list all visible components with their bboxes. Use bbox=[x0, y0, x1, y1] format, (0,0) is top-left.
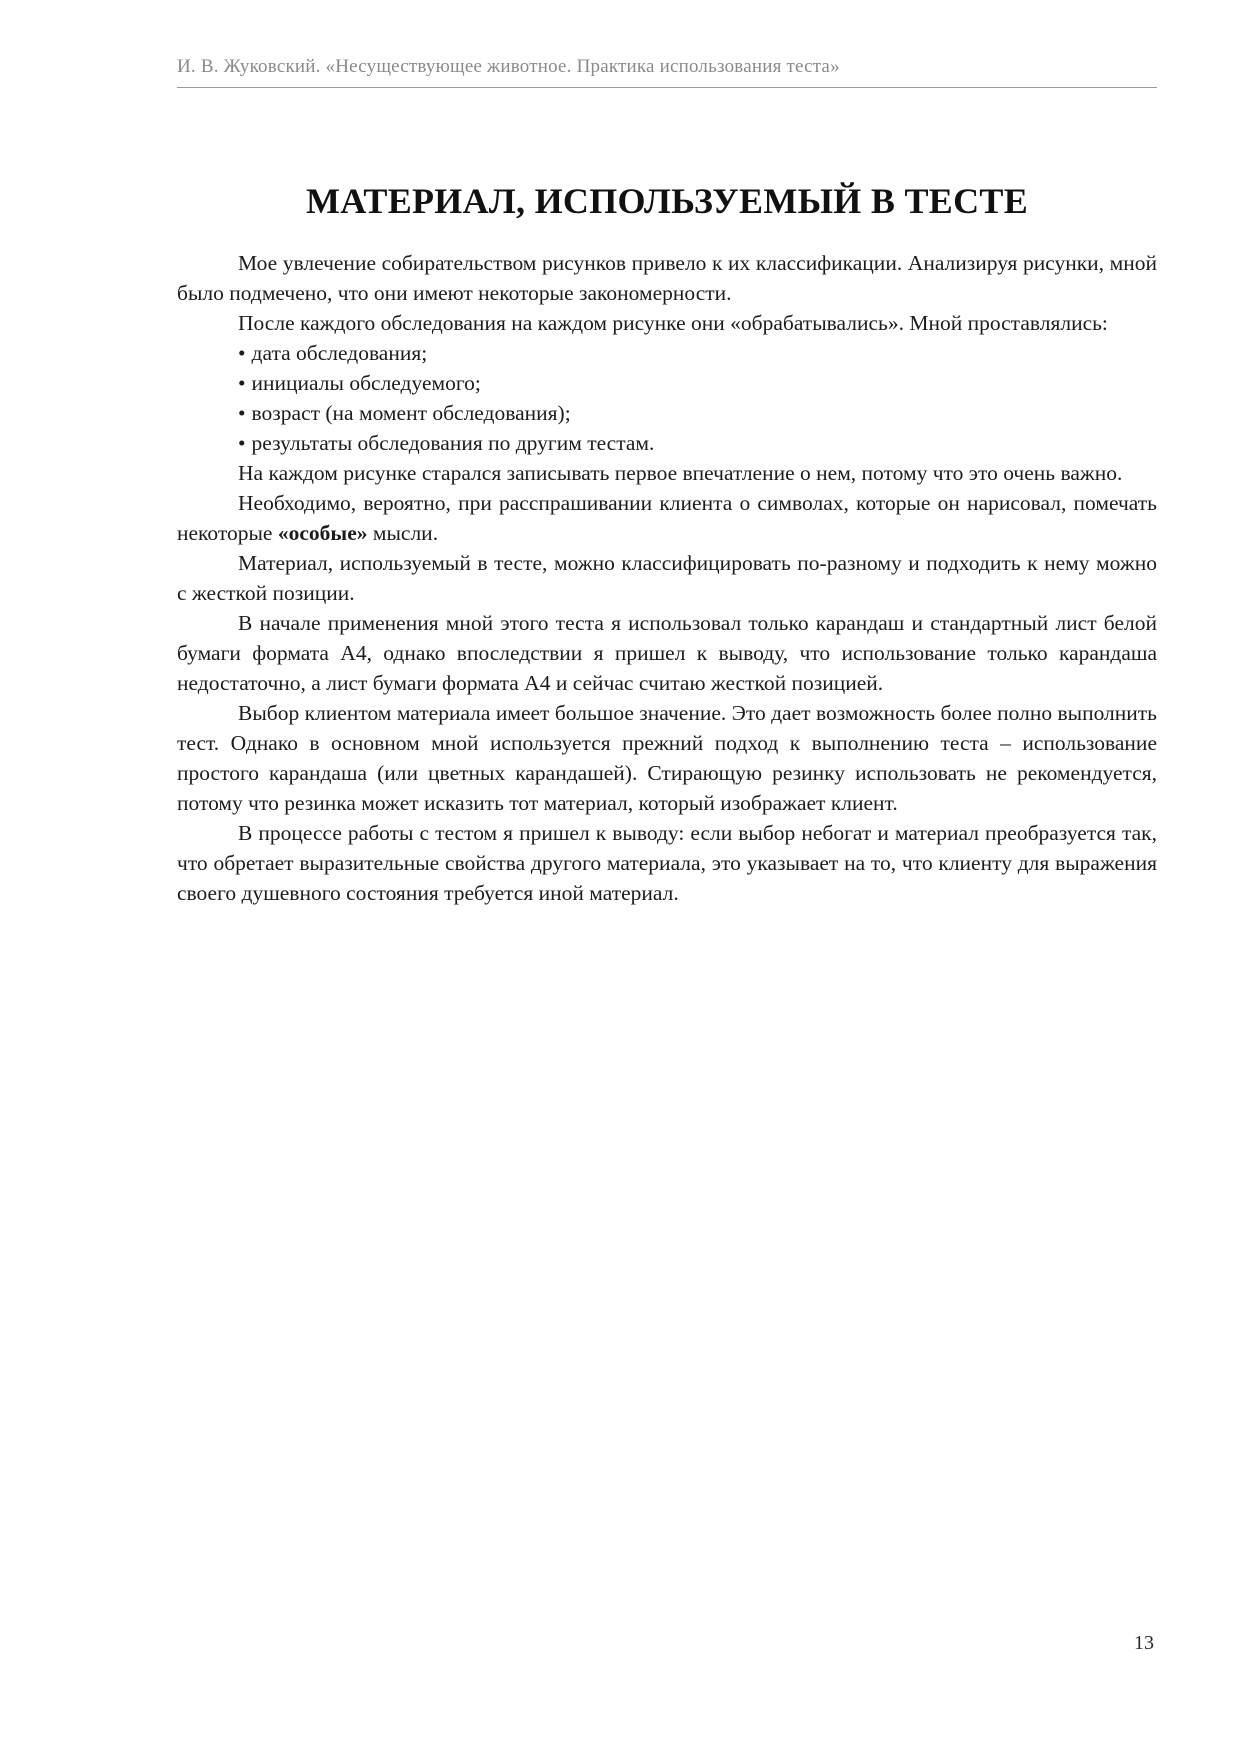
paragraph-4-text-end: мысли. bbox=[367, 521, 439, 545]
list-item-text: результаты обследования по другим тестам. bbox=[251, 431, 655, 455]
bullet-icon: • bbox=[238, 431, 246, 455]
bullet-list bbox=[177, 338, 1157, 458]
paragraph-8: В процессе работы с тестом я пришел к выводу: если выбор небогат и материал преобразуется так, что обретает выразительные свойства другого материала, это указывает на то, что клиенту для выражения своего душевного состояния требуется иной материал. bbox=[177, 821, 1157, 905]
list-item-text: возраст (на момент обследования); bbox=[251, 401, 571, 425]
list-item bbox=[238, 398, 1157, 428]
paragraph-2: После каждого обследования на каждом рисунке они «обрабатывались». Мной проставлялись: bbox=[238, 311, 1108, 335]
paragraph-4-text-start: Необходимо, вероятно, при расспрашивании клиента о символах, которые он нарисовал, помечать некоторые bbox=[177, 491, 1157, 545]
paragraph-4 bbox=[177, 488, 1157, 548]
page-title: МАТЕРИАЛ, ИСПОЛЬЗУЕМЫЙ В ТЕСТЕ bbox=[305, 181, 1029, 221]
emphasized-term: «особые» bbox=[277, 521, 368, 545]
body-text bbox=[177, 248, 1157, 908]
running-header: И. В. Жуковский. «Несуществующее животное. Практика использования теста» bbox=[177, 56, 840, 77]
bullet-icon: • bbox=[238, 371, 246, 395]
bullet-icon: • bbox=[238, 401, 246, 425]
paragraph-7: Выбор клиентом материала имеет большое значение. Это дает возможность более полно выполнить тест. Однако в основном мной используется прежний подход к выполнению теста – использование простого карандаша (или цветных карандашей). Стирающую резинку использовать не рекомендуется, потому что резинка может исказить тот материал, который изображает клиент. bbox=[177, 701, 1157, 815]
header-divider bbox=[177, 87, 1157, 88]
paragraph-1: Мое увлечение собирательством рисунков привело к их классификации. Анализируя рисунки, мной было подмечено, что они имеют некоторые закономерности. bbox=[177, 251, 1157, 305]
paragraph-5: Материал, используемый в тесте, можно классифицировать по-разному и подходить к нему можно с жесткой позиции. bbox=[177, 551, 1157, 605]
list-item bbox=[238, 428, 1157, 458]
bullet-icon: • bbox=[238, 341, 246, 365]
list-item bbox=[238, 338, 1157, 368]
paragraph-3: На каждом рисунке старался записывать первое впечатление о нем, потому что это очень важно. bbox=[238, 461, 1123, 485]
list-item bbox=[238, 368, 1157, 398]
paragraph-6: В начале применения мной этого теста я использовал только карандаш и стандартный лист белой бумаги формата А4, однако впоследствии я пришел к выводу, что использование только карандаша недостаточно, а лист бумаги формата А4 и сейчас считаю жесткой позицией. bbox=[177, 611, 1157, 695]
page-number: 13 bbox=[1134, 1632, 1154, 1654]
list-item-text: дата обследования; bbox=[251, 341, 428, 365]
list-item-text: инициалы обследуемого; bbox=[251, 371, 481, 395]
